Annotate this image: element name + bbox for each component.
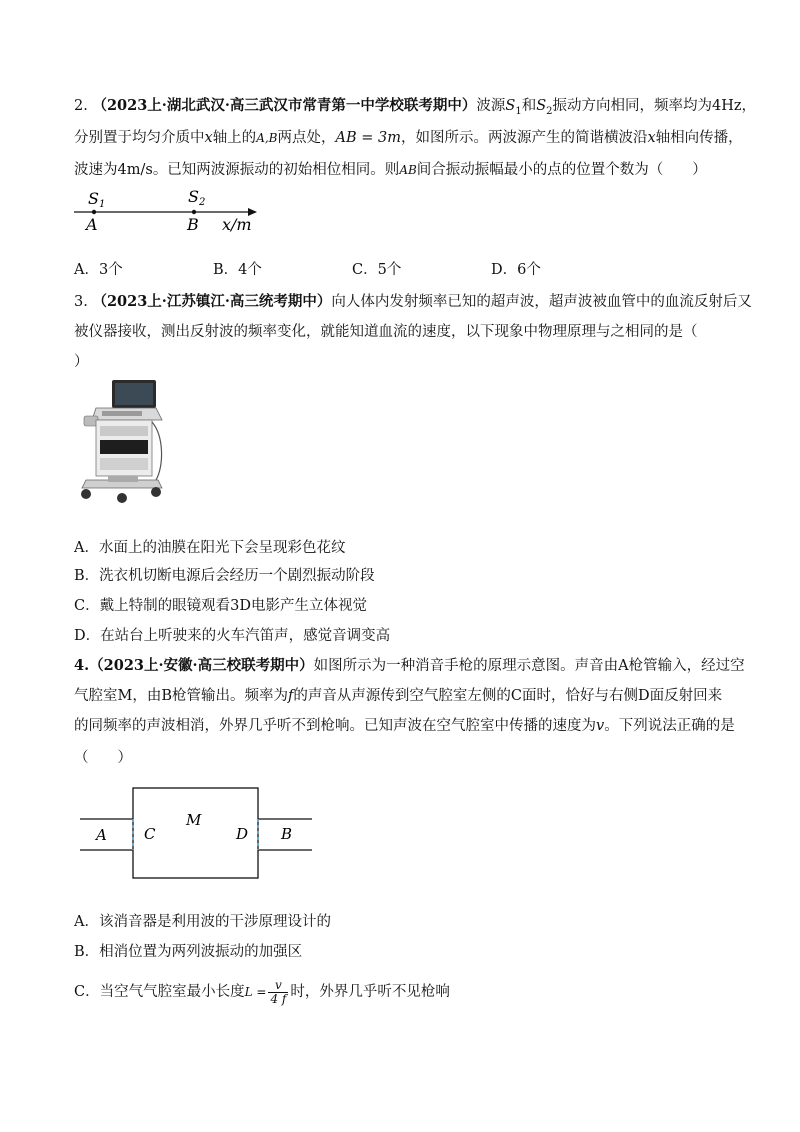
q4-silencer-figure [76,786,322,882]
q2-number: 2. [74,98,88,114]
q4-source: （2023上·安徽·高三校联考期中） [89,657,314,674]
q2-line-2: 分别置于均匀介质中x轴上的A,B两点处，AB = 3m，如图所示。两波源产生的简谐横波沿x轴相向传播， [74,130,743,146]
q4-line-3: 的同频率的声波相消，外界几乎听不到枪响。已知声波在空气腔室中传播的速度为v。下列说法正确的是 [74,718,735,734]
q2-source: （2023上·湖北武汉·高三武汉市常青第一中学校联考期中） [92,97,477,114]
q2-option-d[interactable]: D．6个 [491,262,541,278]
label-m: M [186,811,202,829]
q3-option-b[interactable]: B．洗衣机切断电源后会经历一个剧烈振动阶段 [74,568,375,584]
q3-number: 3. [74,294,88,310]
q3-option-d[interactable]: D．在站台上听驶来的火车汽笛声，感觉音调变高 [74,628,391,644]
point-a [92,210,96,214]
q4-number: 4. [74,657,90,674]
q3-option-c[interactable]: C．戴上特制的眼镜观看3D电影产生立体视觉 [74,598,367,614]
q4-option-c[interactable]: C．当空气气腔室最小长度L = $\frac{v}{4 f}$ 时，外界几乎听不见枪响 [74,977,450,1006]
q3-line-1: 3. （2023上·江苏镇江·高三统考期中）向人体内发射频率已知的超声波，超声波被血管中的血流反射后又 [74,293,752,310]
q2-option-a[interactable]: A．3个 [74,262,123,278]
ultrasound-machine-image [72,376,168,512]
q2-axis-figure [70,184,270,236]
q2-option-c[interactable]: C．5个 [352,262,402,278]
q2-line-3: 波速为4m/s。已知两波源振动的初始相位相同。则AB间合振动振幅最小的点的位置个数为（ ） [74,162,707,178]
q3-option-a[interactable]: A．水面上的油膜在阳光下会呈现彩色花纹 [74,540,346,556]
label-d: D [236,825,249,843]
point-b [192,210,196,214]
q3-source: （2023上·江苏镇江·高三统考期中） [92,293,332,310]
q4-option-b[interactable]: B．相消位置为两列波振动的加强区 [74,944,303,960]
q4-line-4: （ ） [74,750,132,766]
q4-option-a[interactable]: A．该消音器是利用波的干涉原理设计的 [74,914,331,930]
label-a: A [96,826,107,844]
label-c: C [144,825,156,843]
q3-line-3: ） [74,354,89,370]
q2-option-b[interactable]: B．4个 [213,262,262,278]
q4-line-1: 4.（2023上·安徽·高三校联考期中）如图所示为一种消音手枪的原理示意图。声音由A枪管输入，经过空 [74,657,745,674]
q2-line-1: 2. （2023上·湖北武汉·高三武汉市常青第一中学校联考期中）波源$S_1$和$S_2$振动方向相同，频率均为4Hz， [74,97,757,117]
label-s2: S2 [188,187,206,208]
label-axis: x/m [222,215,252,234]
label-b: B [187,215,199,234]
label-a: A [86,215,98,234]
fraction-v-over-4f: $\frac{v}{4 f}$ [270,977,287,1006]
q4-line-2: 气腔室M，由B枪管输出。频率为f的声音从声源传到空气腔室左侧的C面时，恰好与右侧D面反射回来 [74,688,723,704]
label-s1: S1 [88,189,106,210]
q3-line-2: 被仪器接收，测出反射波的频率变化，就能知道血流的速度，以下现象中物理原理与之相同的是（ [74,324,698,340]
label-b: B [281,825,293,843]
